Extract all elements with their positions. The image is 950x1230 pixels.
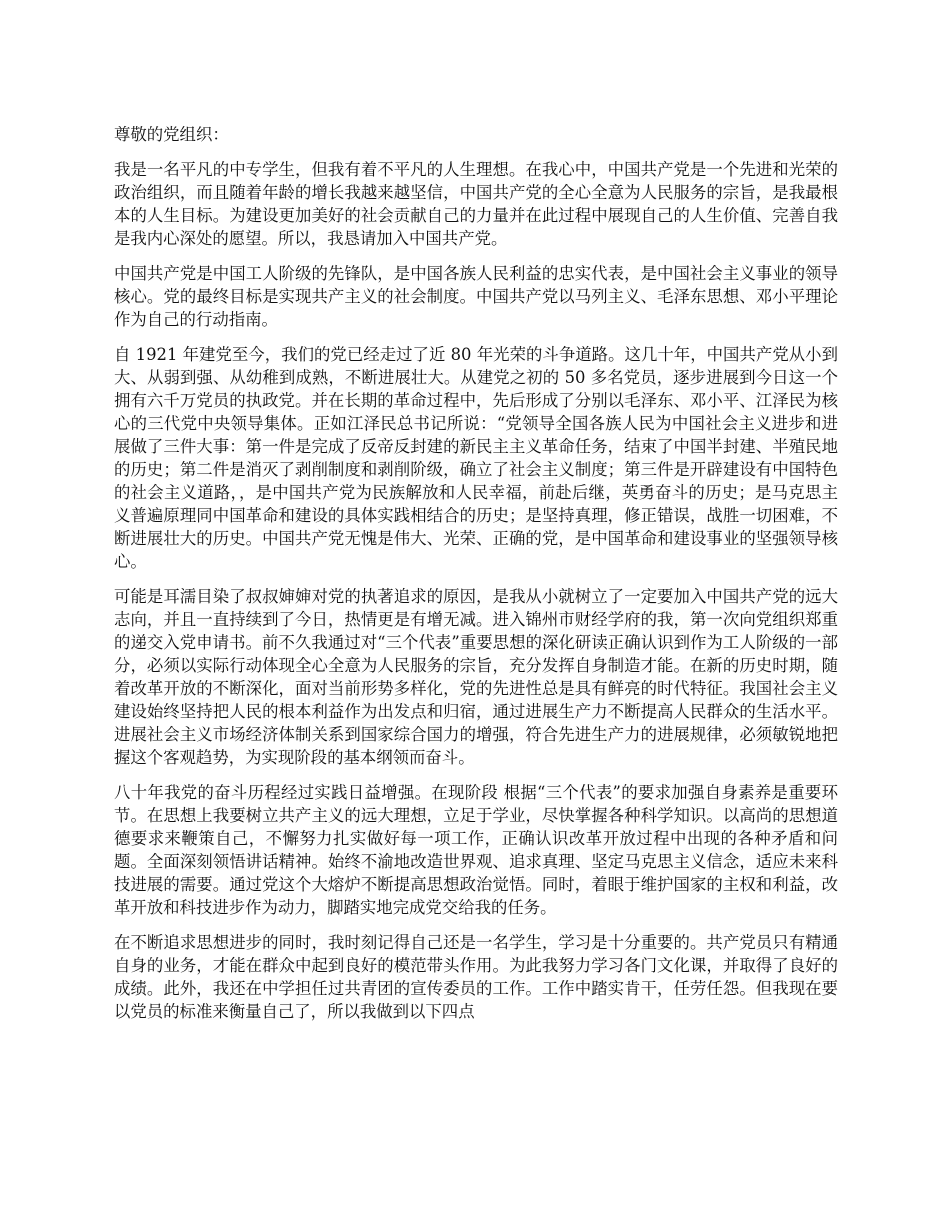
paragraph-3: 自 1921 年建党至今，我们的党已经走过了近 80 年光荣的斗争道路。这几十年，中国共产党从小到大、从弱到强、从幼稚到成熟，不断进展壮大。从建党之初的 50 多名党员，逐步进展到今日这一个拥有六千万党员的执政党。并在长期的革命过程中，先后形成了分别以毛泽东、邓小平、江泽民为核心的三代党中央领导集体。正如江泽民总书记所说：“党领导全国各族人民为中国社会主义进步和进展做了三件大事：第一件是完成了反帝反封建的新民主主义革命任务，结束了中国半封建、半殖民地的历史；第二件是消灭了剥削制度和剥削阶级，确立了社会主义制度；第三件是开辟建设有中国特色的社会主义道路，，是中国共产党为民族解放和人民幸福，前赴后继，英勇奋斗的历史；是马克思主义普遍原理同中国革命和建设的具体实践相结合的历史；是坚持真理，修正错误，战胜一切困难，不断进展壮大的历史。中国共产党无愧是伟大、光荣、正确的党，是中国革命和建设事业的坚强领导核心。 (114, 345, 838, 571)
paragraph-1: 我是一名平凡的中专学生，但我有着不平凡的人生理想。在我心中，中国共产党是一个先进和光荣的政治组织，而且随着年龄的增长我越来越坚信，中国共产党的全心全意为人民服务的宗旨，是我最根本的人生目标。为建设更加美好的社会贡献自己的力量并在此过程中展现自己的人生价值、完善自我是我内心深处的愿望。所以，我恳请加入中国共产党。 (114, 160, 838, 248)
paragraph-6: 在不断追求思想进步的同时，我时刻记得自己还是一名学生，学习是十分重要的。共产党员只有精通自身的业务，才能在群众中起到良好的模范带头作用。为此我努力学习各门文化课，并取得了良好的成绩。此外，我还在中学担任过共青团的宣传委员的工作。工作中踏实肯干，任劳任怨。但我现在要以党员的标准来衡量自己了，所以我做到以下四点 (114, 933, 838, 1021)
paragraph-5: 八十年我党的奋斗历程经过实践日益增强。在现阶段 根据“三个代表”的要求加强自身素养是重要环节。在思想上我要树立共产主义的远大理想，立足于学业，尽快掌握各种科学知识。以高尚的思想道德要求来鞭策自己，不懈努力扎实做好每一项工作，正确认识改革开放过程中出现的各种矛盾和问题。全面深刻领悟讲话精神。始终不渝地改造世界观、追求真理、坚定马克思主义信念，适应未来科技进展的需要。通过党这个大熔炉不断提高思想政治觉悟。同时，着眼于维护国家的主权和利益，改革开放和科技进步作为动力，脚踏实地完成党交给我的任务。 (114, 783, 838, 917)
salutation: 尊敬的党组织： (114, 125, 229, 144)
document-body (114, 123, 838, 1035)
paragraph-2: 中国共产党是中国工人阶级的先锋队，是中国各族人民利益的忠实代表，是中国社会主义事业的领导核心。党的最终目标是实现共产主义的社会制度。中国共产党以马列主义、毛泽东思想、邓小平理论作为自己的行动指南。 (114, 264, 838, 329)
paragraph-4: 可能是耳濡目染了叔叔婶婶对党的执著追求的原因，是我从小就树立了一定要加入中国共产党的远大志向，并且一直持续到了今日，热情更是有增无减。进入锦州市财经学府的我，第一次向党组织郑重的递交入党申请书。前不久我通过对“三个代表”重要思想的深化研读正确认识到作为工人阶级的一部分，必须以实际行动体现全心全意为人民服务的宗旨，充分发挥自身制造才能。在新的历史时期，随着改革开放的不断深化，面对当前形势多样化，党的先进性总是具有鲜亮的时代特征。我国社会主义建设始终坚持把人民的根本利益作为出发点和归宿，通过进展生产力不断提高人民群众的生活水平。进展社会主义市场经济体制关系到国家综合国力的增强，符合先进生产力的进展规律，必须敏锐地把握这个客观趋势，为实现阶段的基本纲领而奋斗。 (114, 587, 838, 767)
